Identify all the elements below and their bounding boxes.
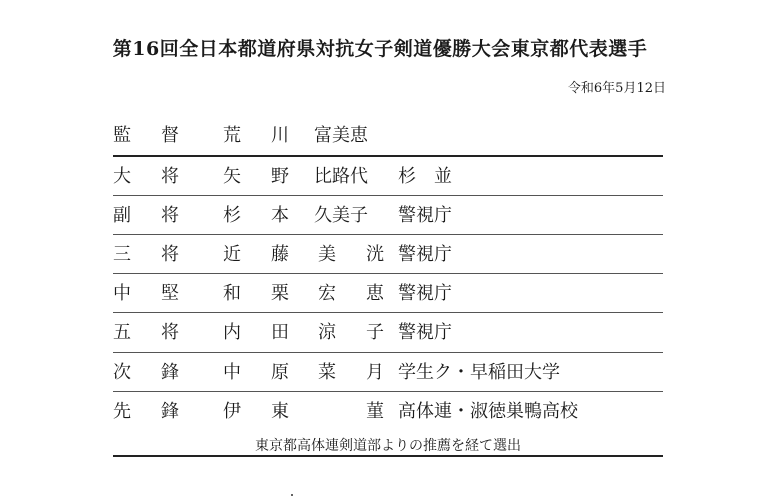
player-row — [113, 274, 663, 313]
scan-speck — [291, 494, 293, 496]
player-name-part-2: 本 — [271, 205, 289, 226]
row-divider — [113, 391, 663, 392]
position-char-2: 鋒 — [161, 362, 179, 383]
player-row — [113, 196, 663, 235]
player-name-part-4: 洸 — [366, 244, 384, 265]
player-name-part-2: 田 — [271, 322, 289, 343]
player-name-part-3: 宏 — [318, 283, 336, 304]
player-name-part-4: 子 — [366, 322, 384, 343]
position-char-1: 先 — [113, 401, 131, 422]
director-role-char-1: 監 — [113, 125, 131, 146]
player-affiliation: 学生ク・早稲田大学 — [398, 362, 560, 383]
player-name-part-1: 矢 — [223, 166, 241, 187]
position-char-1: 大 — [113, 166, 131, 187]
director-row — [113, 118, 663, 154]
player-name-part-1: 中 — [223, 362, 241, 383]
director-name-part-3: 富美恵 — [314, 125, 368, 146]
player-name-part-2: 東 — [271, 401, 289, 422]
player-row — [113, 157, 663, 196]
player-name-part-3: 久美子 — [314, 205, 368, 226]
player-name-part-1: 杉 — [223, 205, 241, 226]
position-char-1: 五 — [113, 322, 131, 343]
player-name-part-1: 和 — [223, 283, 241, 304]
position-char-2: 鋒 — [161, 401, 179, 422]
director-name-part-1: 荒 — [223, 125, 241, 146]
player-name-part-2: 野 — [271, 166, 289, 187]
player-name-part-3: 菜 — [318, 362, 336, 383]
document-date: 令和6年5月12日 — [567, 81, 666, 96]
position-char-2: 将 — [161, 244, 179, 265]
row-divider — [113, 312, 663, 313]
row-divider — [113, 234, 663, 235]
player-name-part-2: 藤 — [271, 244, 289, 265]
position-char-1: 三 — [113, 244, 131, 265]
footnote: 東京都高体連剣道部よりの推薦を経て選出 — [255, 438, 521, 454]
director-name-part-2: 川 — [271, 125, 289, 146]
row-divider — [113, 352, 663, 353]
player-name-part-3: 美 — [318, 244, 336, 265]
bottom-divider — [113, 455, 663, 457]
position-char-1: 副 — [113, 205, 131, 226]
player-name-part-1: 内 — [223, 322, 241, 343]
player-row — [113, 392, 663, 431]
position-char-2: 将 — [161, 205, 179, 226]
position-char-1: 次 — [113, 362, 131, 383]
document-title: 第16回全日本都道府県対抗女子剣道優勝大会東京都代表選手 — [112, 38, 648, 60]
player-name-part-2: 原 — [271, 362, 289, 383]
player-name-part-3: 比路代 — [314, 166, 368, 187]
position-char-2: 将 — [161, 166, 179, 187]
row-divider — [113, 195, 663, 196]
player-affiliation: 警視庁 — [398, 322, 452, 343]
player-row — [113, 313, 663, 352]
position-char-2: 将 — [161, 322, 179, 343]
player-row — [113, 353, 663, 392]
player-affiliation: 警視庁 — [398, 283, 452, 304]
player-affiliation: 警視庁 — [398, 244, 452, 265]
position-char-1: 中 — [113, 283, 131, 304]
position-char-2: 堅 — [161, 283, 179, 304]
director-role-char-2: 督 — [161, 125, 179, 146]
player-affiliation: 杉 並 — [398, 166, 452, 187]
player-name-part-3: 涼 — [318, 322, 336, 343]
row-divider — [113, 273, 663, 274]
player-name-part-2: 栗 — [271, 283, 289, 304]
player-name-part-4: 月 — [366, 362, 384, 383]
player-affiliation: 高体連・淑徳巣鴨高校 — [398, 401, 578, 422]
player-row — [113, 235, 663, 274]
player-name-part-1: 伊 — [223, 401, 241, 422]
player-name-part-4: 恵 — [366, 283, 384, 304]
player-name-part-1: 近 — [223, 244, 241, 265]
player-affiliation: 警視庁 — [398, 205, 452, 226]
player-name-part-4: 菫 — [366, 401, 384, 422]
